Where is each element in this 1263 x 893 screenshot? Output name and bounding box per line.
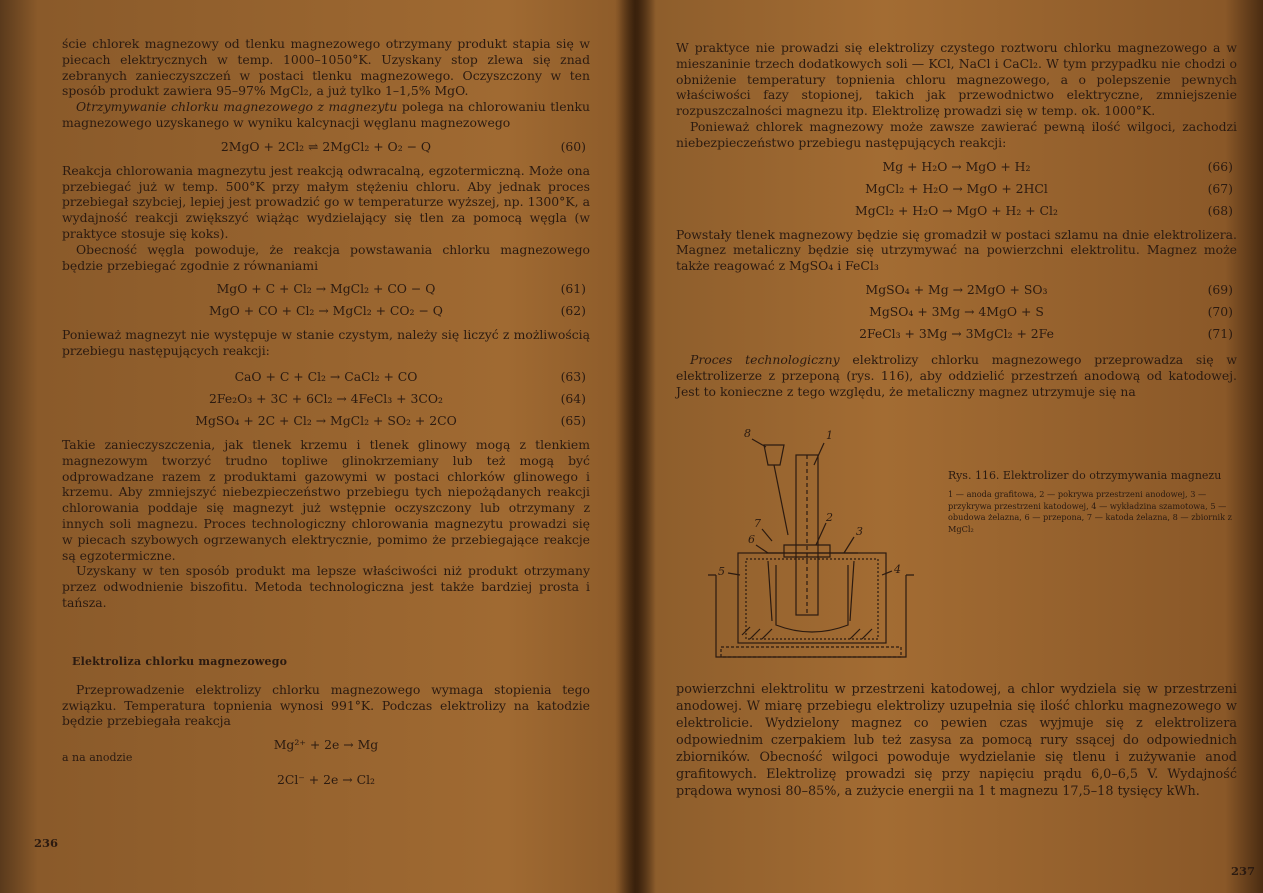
equation-64 — [62, 389, 590, 411]
equation-69 — [676, 280, 1237, 302]
equation-60 — [62, 137, 590, 159]
equation-70 — [676, 302, 1237, 324]
equation-62-number: (62) — [560, 303, 586, 319]
equation-62 — [62, 301, 590, 323]
equation-63 — [62, 367, 590, 389]
left-para-5: Ponieważ magnezyt nie występuje w stanie czystym, należy się liczyć z możliwością przebiegu następujących reakcji: — [62, 327, 590, 359]
equation-anode — [62, 770, 590, 792]
left-para-4: Obecność węgla powoduje, że reakcja powstawania chlorku magnezowego będzie przebiegać zgodnie z równaniami — [62, 241, 590, 273]
equation-67-number: (67) — [1207, 180, 1233, 196]
page-number-left: 236 — [34, 836, 59, 850]
equation-68-number: (68) — [1207, 202, 1233, 218]
figure-label-2: 2 — [826, 511, 833, 525]
equation-67 — [676, 179, 1237, 201]
equation-66-body: Mg + H₂O → MgO + H₂ — [882, 158, 1031, 174]
right-para-2: Ponieważ chlorek magnezowy może zawsze zawierać pewną ilość wilgoci, zachodzi niebezpieczeństwo przebiegu następujących reakcji: — [676, 118, 1237, 150]
left-para-8: Przeprowadzenie elektrolizy chlorku magnezowego wymaga stopienia tego związku. Temperatura topnienia wynosi 991°K. Podczas elektrolizy na katodzie będzie przebiegała reakcja — [62, 681, 590, 729]
figure-label-3: 3 — [856, 525, 863, 539]
left-para-2-italic: Otrzymywanie chlorku magnezowego z magnezytu — [76, 99, 398, 115]
equation-69-number: (69) — [1207, 281, 1233, 297]
left-para-7: Uzyskany w ten sposób produkt ma lepsze właściwości niż produkt otrzymany przez odwodnienie biszofitu. Metoda technologiczna jest także bardziej prosta i tańsza. — [62, 563, 590, 610]
figure-caption-legend: 1 — anoda grafitowa, 2 — pokrywa przestrzeni anodowej, 3 — przykrywa przestrzeni katodowej, 4 — wykładzina szamotowa, 5 — obudowa żelazna, 6 — przepona, 7 — katoda żelazna, 8 — zbiornik z MgCl₂ — [948, 489, 1232, 534]
right-para-3: Powstały tlenek magnezowy będzie się gromadził w postaci szlamu na dnie elektrolizera. Magnez metaliczny będzie się utrzymywać na powierzchni elektrolitu. Magnez może także reagować z MgSO₄ i FeCl₃ — [676, 226, 1237, 274]
equation-61-number: (61) — [560, 281, 586, 297]
right-para-4-italic: Proces technologiczny — [690, 351, 840, 367]
figure-label-4: 4 — [894, 563, 901, 577]
equation-cathode — [62, 735, 590, 757]
equation-68-body: MgCl₂ + H₂O → MgO + H₂ + Cl₂ — [855, 202, 1058, 218]
equation-61 — [62, 279, 590, 301]
equation-67-body: MgCl₂ + H₂O → MgO + 2HCl — [865, 180, 1048, 196]
figure-caption-title: Rys. 116. Elektrolizer do otrzymywania magnezu — [948, 469, 1222, 483]
equation-71-body: 2FeCl₃ + 3Mg → 3MgCl₂ + 2Fe — [859, 325, 1054, 341]
equation-64-body: 2Fe₂O₃ + 3C + 6Cl₂ → 4FeCl₃ + 3CO₂ — [209, 390, 443, 406]
equation-66 — [676, 157, 1237, 179]
equation-69-body: MgSO₄ + Mg → 2MgO + SO₃ — [865, 281, 1048, 297]
equation-71 — [676, 324, 1237, 346]
equation-60-number: (60) — [560, 138, 586, 154]
right-para-4-rest: elektrolizy chlorku magnezowego przeprowadza się w elektrolizerze z przeponą (rys. 116), aby oddzielić przestrzeń anodową od katodowej. Jest to konieczne z tego względu, że metaliczny magnez utrzymuje się na — [676, 351, 1237, 399]
equation-65 — [62, 411, 590, 433]
equation-anode-body: 2Cl⁻ + 2e → Cl₂ — [276, 772, 375, 788]
equation-68 — [676, 201, 1237, 223]
figure-label-5: 5 — [718, 565, 725, 579]
electrolyzer-diagram — [676, 425, 936, 675]
left-para-1: ście chlorek magnezowy od tlenku magnezowego otrzymany produkt stapia się w piecach elektrycznych w temp. 1000–1050°K. Uzyskany stop zlewa się znad zebranych zanieczyszczeń w postaci tlenku magnezowego. Oczyszczony w ten sposób produkt zawiera 95–97% MgCl₂, a już tylko 1–1,5% MgO. — [62, 36, 590, 99]
equation-64-number: (64) — [560, 390, 586, 406]
figure-label-7: 7 — [754, 517, 761, 531]
left-para-2-rest: polega na chlorowaniu tlenku magnezowego uzyskanego w wyniku kalcynacji węglanu magnezowego — [62, 99, 590, 130]
left-para-3: Reakcja chlorowania magnezytu jest reakcją odwracalną, egzotermiczną. Może ona przebiegać już w temp. 500°K przy małym stężeniu chloru. Aby jednak proces przebiegał szybciej, lepiej jest prowadzić go w temperaturze wyższej, np. 1300°K, a wydajność reakcji zwiększyć wiążąc wydzielający się tlen za pomocą węgla (w praktyce stosuje się koks). — [62, 162, 590, 241]
figure-116 — [676, 425, 1237, 675]
anode-label: a na anodzie — [62, 751, 133, 765]
page-number-right: 237 — [1230, 864, 1255, 878]
equation-cathode-body: Mg²⁺ + 2e → Mg — [273, 737, 379, 753]
equation-65-number: (65) — [560, 412, 586, 428]
equation-61-body: MgO + C + Cl₂ → MgCl₂ + CO − Q — [216, 281, 436, 297]
equation-65-body: MgSO₄ + 2C + Cl₂ → MgCl₂ + SO₂ + 2CO — [195, 412, 457, 428]
equation-71-number: (71) — [1207, 325, 1233, 341]
equation-63-body: CaO + C + Cl₂ → CaCl₂ + CO — [234, 368, 418, 384]
figure-label-8: 8 — [744, 427, 751, 441]
figure-label-6: 6 — [748, 533, 755, 547]
equation-70-body: MgSO₄ + 3Mg → 4MgO + S — [869, 303, 1044, 319]
right-page — [640, 0, 1263, 893]
right-para-1: W praktyce nie prowadzi się elektrolizy czystego roztworu chlorku magnezowego a w mieszaninie trzech dodatkowych soli — KCl, NaCl i CaCl₂. W tym przypadku nie chodzi o obniżenie temperatury topnienia chloru magnezowego, a o polepszenie pewnych właściwości fazy stopionej, takich jak przewodnictwo elektryczne, zmniejszenie rozpuszczalności magnezu itp. Elektrolizę prowadzi się w temp. ok. 1000°K. — [676, 40, 1237, 119]
figure-caption — [948, 469, 1248, 535]
equation-66-number: (66) — [1207, 158, 1233, 174]
left-page — [0, 0, 630, 893]
equation-62-body: MgO + CO + Cl₂ → MgCl₂ + CO₂ − Q — [209, 303, 443, 319]
right-para-4 — [676, 352, 1237, 399]
left-para-6: Takie zanieczyszczenia, jak tlenek krzemu i tlenek glinowy mogą z tlenkiem magnezowym tworzyć trudno topliwe glinokrzemiany lub też mogą być odprowadzane razem z produktami gazowymi w postaci chlorków glinowego i krzemu. Aby zmniejszyć niebezpieczeństwo przebiegu tych niepożądanych reakcji chlorowania poddaje się magnezyt już wstępnie oczyszczony lub otrzymany z innych soli magnezu. Proces technologiczny chlorowania magnezytu prowadzi się w piecach szybowych ogrzewanych elektrycznie, pomimo że przebiegające reakcje są egzotermiczne. — [62, 436, 590, 563]
figure-label-1: 1 — [826, 429, 833, 443]
equation-60-body: 2MgO + 2Cl₂ ⇌ 2MgCl₂ + O₂ − Q — [220, 138, 432, 154]
section-title: Elektroliza chlorku magnezowego — [72, 654, 288, 668]
equation-70-number: (70) — [1207, 303, 1233, 319]
left-para-2 — [62, 99, 590, 131]
equation-63-number: (63) — [560, 368, 586, 384]
right-para-5: powierzchni elektrolitu w przestrzeni katodowej, a chlor wydziela się w przestrzeni anodowej. W miarę przebiegu elektrolizy uzupełnia się ilość chlorku magnezowego w elektrolicie. Wydzielony magnez co pewien czas wyjmuje się z elektrolizera odpowiednim czerpakiem lub też zasysa za pomocą rury ssącej do odpowiednich zbiorników. Obecność wilgoci powoduje wydzielanie się tlenu i zużywanie anod grafitowych. Elektrolizę prowadzi się przy napięciu prądu 6,0–6,5 V. Wydajność prądowa wynosi 80–85%, a zużycie energii na 1 t magnezu 17,5–18 tysięcy kWh. — [676, 682, 1237, 800]
